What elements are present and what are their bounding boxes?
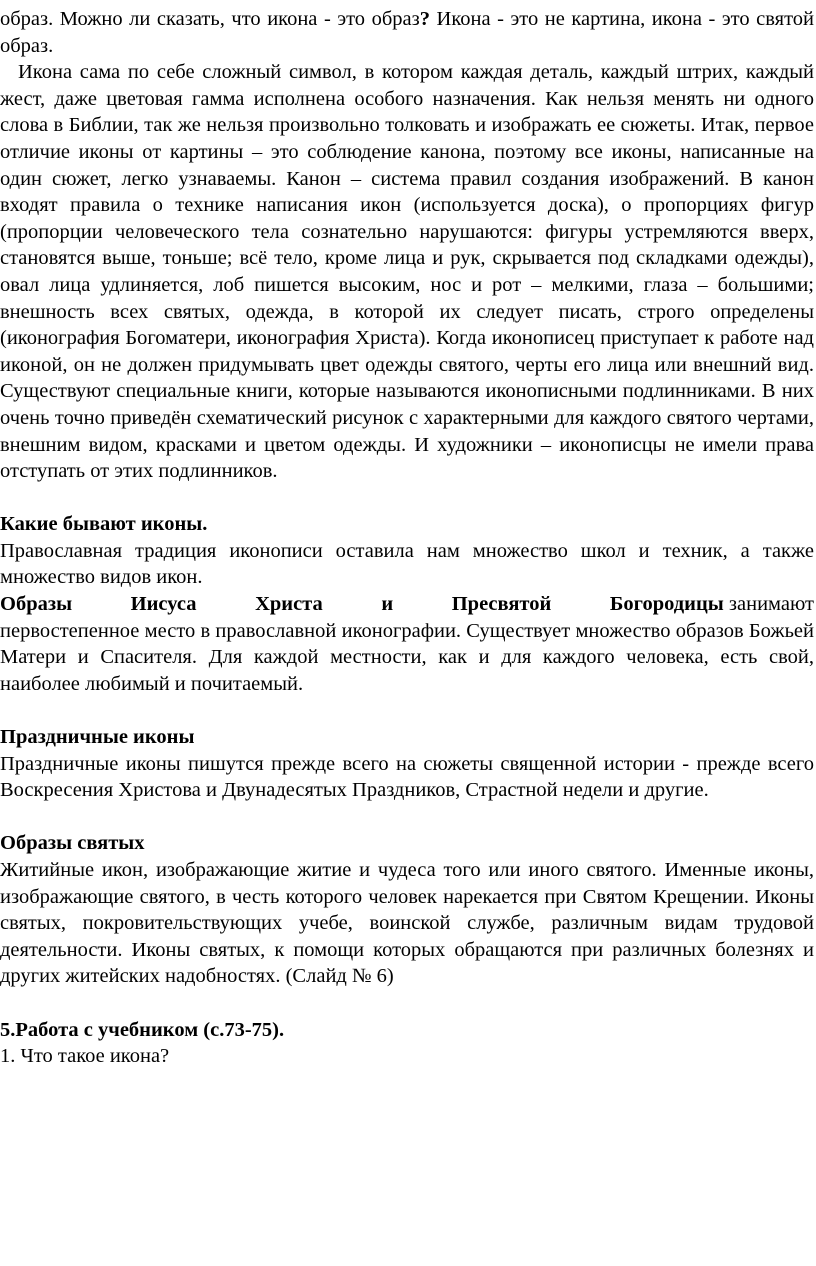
section-heading-feast: Праздничные иконы <box>0 726 195 749</box>
section-heading-saints: Образы святых <box>0 832 145 855</box>
intro-question-mark: ? <box>419 8 430 30</box>
spacer <box>0 485 814 512</box>
intro-text: образ. Можно ли сказать, что икона - это образ <box>0 8 420 30</box>
intro-text-continued: Икона - это не картина, икона - это святой образ. <box>0 8 815 57</box>
section-text-kinds: Православная традиция иконописи оставила нам множество школ и техник, а также множество видов икон. <box>0 539 814 589</box>
intro-paragraph <box>0 6 814 59</box>
images-bold-word: Иисуса <box>130 593 197 616</box>
spacer <box>0 697 814 724</box>
section-heading-kinds: Какие бывают иконы. <box>0 513 208 536</box>
images-bold-word: Богородицы <box>609 593 724 616</box>
section-text-feast: Праздничные иконы пишутся прежде всего на сюжеты священной истории - прежде всего Воскресения Христова и Двунадесятых Праздников, Страстной недели и другие. <box>0 752 814 802</box>
images-heading-line <box>0 591 814 618</box>
images-bold-word: Образы <box>0 593 73 616</box>
images-after-bold: занимают <box>728 593 814 616</box>
images-bold-word: Христа <box>255 593 323 616</box>
images-line-end <box>610 591 814 618</box>
images-bold-word: и <box>381 593 394 616</box>
section-text-saints: Житийные икон, изображающие житие и чудеса того или иного святого. Именные иконы, изображающие святого, в честь которого человек нарекается при Святом Крещении. Иконы святых, покровительствующих учебе, воинской службе, различным видам трудовой деятельности. Иконы святых, к помощи которых обращаются при различных болезнях и других житейских надобностях. (Слайд № 6) <box>0 859 814 988</box>
images-bold-word: Пресвятой <box>451 593 552 616</box>
section-heading-work: 5.Работа с учебником (с.73-75). <box>0 1018 285 1041</box>
spacer <box>0 804 814 831</box>
spacer <box>0 990 814 1017</box>
work-question-item: 1. Что такое икона? <box>0 1045 170 1068</box>
canon-paragraph: Икона сама по себе сложный символ, в котором каждая деталь, каждый штрих, каждый жест, даже цветовая гамма исполнена особого назначения. Как нельзя менять ни одного слова в Библии, так же нельзя произвольно толковать и изображать ее сюжеты. Итак, первое отличие иконы от картины – это соблюдение канона, поэтому все иконы, написанные на один сюжет, легко узнаваемы. Канон – система правил создания изображений. В канон входят правила о технике написания икон (используется доска), о пропорциях фигур (пропорции человеческого тела сознательно нарушаются: фигуры устремляются вверх, становятся выше, тоньше; всё тело, кроме лица и рук, скрывается под складками одежды), овал лица удлиняется, лоб пишется высоким, нос и рот – мелкими, глаза – большими; внешность всех святых, одежда, в которой их следует писать, строго определены (иконография Богоматери, иконография Христа). Когда иконописец приступает к работе над иконой, он не должен придумывать цвет одежды святого, черты его лица или внешний вид. Существуют специальные книги, которые называются иконописными подлинниками. В них очень точно приведён схематический рисунок с характерными для каждого святого чертами, внешним видом, красками и цветом одежды. И художники – иконописцы не имели права отступать от этих подлинников. <box>0 61 814 483</box>
section-text-images: первостепенное место в православной иконографии. Существует множество образов Божьей Матери и Спасителя. Для каждой местности, как и для каждого человека, есть свой, наиболее любимый и почитаемый. <box>0 619 814 695</box>
